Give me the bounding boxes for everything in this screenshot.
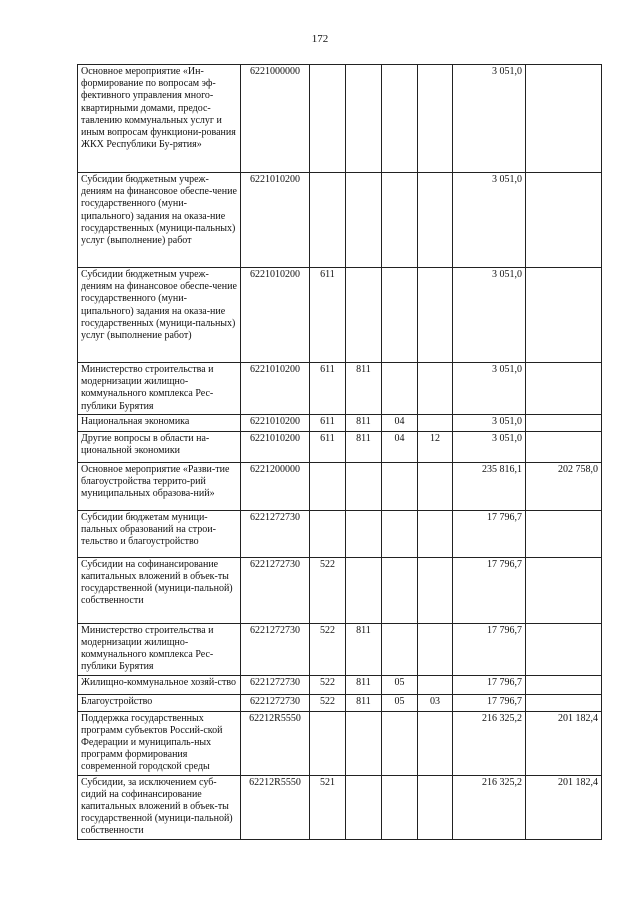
cell-pr: [418, 510, 453, 557]
cell-grbs: [346, 462, 382, 510]
table-row: [78, 431, 602, 462]
cell-name: Жилищно-коммунальное хозяй-ство: [78, 675, 241, 694]
cell-vr: 611: [310, 431, 346, 462]
cell-sum-1: 3 051,0: [453, 173, 526, 268]
cell-vr: [310, 173, 346, 268]
table-row: [78, 675, 602, 694]
cell-sum-2: [526, 675, 602, 694]
cell-grbs: 811: [346, 431, 382, 462]
cell-rz: [382, 65, 418, 173]
table-row: [78, 462, 602, 510]
page-number: 172: [311, 33, 329, 45]
cell-name: Другие вопросы в области на-циональной экономики: [78, 431, 241, 462]
cell-code: 6221010200: [241, 414, 310, 431]
cell-name: Поддержка государственных программ субъектов Россий-ской Федерации и муниципаль-ных программ формирования современной городской среды: [78, 711, 241, 775]
cell-name: Основное мероприятие «Ин-формирование по вопросам эф-фективного управления много-квартирными домами, предос-тавлению коммунальных услуг и иным вопросам функциони-рования ЖКХ Республики Бу-рятия»: [78, 65, 241, 173]
cell-rz: [382, 510, 418, 557]
cell-grbs: [346, 557, 382, 623]
cell-code: 6221272730: [241, 510, 310, 557]
cell-sum-2: [526, 363, 602, 415]
cell-rz: [382, 711, 418, 775]
cell-vr: 522: [310, 694, 346, 711]
cell-grbs: [346, 510, 382, 557]
cell-grbs: 811: [346, 623, 382, 675]
cell-sum-2: [526, 510, 602, 557]
cell-rz: [382, 775, 418, 839]
cell-vr: 522: [310, 623, 346, 675]
cell-name: Национальная экономика: [78, 414, 241, 431]
cell-code: 6221272730: [241, 557, 310, 623]
cell-sum-2: 201 182,4: [526, 775, 602, 839]
budget-table: [77, 64, 602, 840]
cell-name: Благоустройство: [78, 694, 241, 711]
cell-name: Субсидии на софинансирование капитальных вложений в объек-ты государственной (муници-пальной) собственности: [78, 557, 241, 623]
cell-name: Субсидии бюджетным учреж-дениям на финансовое обеспе-чение государственного (муни-ципального) задания на оказа-ние государственных (муници-пальных) услуг (выполнение) работ: [78, 173, 241, 268]
cell-grbs: [346, 173, 382, 268]
cell-grbs: [346, 711, 382, 775]
cell-name: Субсидии бюджетным учреж-дениям на финансовое обеспе-чение государственного (муни-ципального) задания на оказа-ние государственных (муници-пальных) услуг (выполнение работ): [78, 268, 241, 363]
cell-sum-2: [526, 623, 602, 675]
table-row: [78, 65, 602, 173]
cell-sum-1: 235 816,1: [453, 462, 526, 510]
cell-vr: [310, 510, 346, 557]
table-row: [78, 510, 602, 557]
cell-sum-2: [526, 268, 602, 363]
cell-vr: [310, 65, 346, 173]
cell-grbs: 811: [346, 694, 382, 711]
cell-sum-1: 3 051,0: [453, 431, 526, 462]
cell-vr: 522: [310, 675, 346, 694]
cell-sum-1: 3 051,0: [453, 268, 526, 363]
cell-sum-2: 201 182,4: [526, 711, 602, 775]
cell-pr: [418, 268, 453, 363]
cell-pr: [418, 363, 453, 415]
cell-rz: 05: [382, 675, 418, 694]
cell-grbs: [346, 775, 382, 839]
table-row: [78, 694, 602, 711]
cell-sum-1: 3 051,0: [453, 363, 526, 415]
cell-pr: [418, 775, 453, 839]
table-row: [78, 775, 602, 839]
cell-pr: [418, 675, 453, 694]
cell-rz: [382, 557, 418, 623]
cell-pr: [418, 65, 453, 173]
cell-code: 6221200000: [241, 462, 310, 510]
cell-sum-2: [526, 557, 602, 623]
cell-sum-2: [526, 65, 602, 173]
cell-rz: [382, 462, 418, 510]
cell-vr: 611: [310, 268, 346, 363]
table-row: [78, 363, 602, 415]
cell-vr: 521: [310, 775, 346, 839]
cell-code: 6221010200: [241, 363, 310, 415]
cell-sum-1: 3 051,0: [453, 65, 526, 173]
cell-code: 6221272730: [241, 623, 310, 675]
cell-sum-1: 216 325,2: [453, 711, 526, 775]
cell-grbs: [346, 65, 382, 173]
table-row: [78, 557, 602, 623]
cell-vr: [310, 462, 346, 510]
cell-sum-2: [526, 173, 602, 268]
table-row: [78, 414, 602, 431]
cell-sum-2: [526, 414, 602, 431]
cell-sum-2: [526, 431, 602, 462]
cell-sum-1: 17 796,7: [453, 694, 526, 711]
cell-sum-1: 17 796,7: [453, 510, 526, 557]
cell-code: 6221010200: [241, 431, 310, 462]
cell-pr: [418, 623, 453, 675]
cell-rz: 04: [382, 431, 418, 462]
cell-code: 6221010200: [241, 268, 310, 363]
cell-name: Основное мероприятие «Разви-тие благоустройства террито-рий муниципальных образова-ний»: [78, 462, 241, 510]
cell-name: Министерство строительства и модернизации жилищно-коммунального комплекса Рес-публики Бурятия: [78, 363, 241, 415]
cell-code: 6221010200: [241, 173, 310, 268]
cell-vr: 611: [310, 414, 346, 431]
cell-pr: [418, 414, 453, 431]
cell-vr: [310, 711, 346, 775]
cell-grbs: [346, 268, 382, 363]
cell-sum-1: 17 796,7: [453, 675, 526, 694]
table-row: [78, 623, 602, 675]
cell-grbs: 811: [346, 675, 382, 694]
cell-pr: [418, 557, 453, 623]
cell-sum-1: 3 051,0: [453, 414, 526, 431]
cell-code: 62212R5550: [241, 775, 310, 839]
cell-code: 6221272730: [241, 694, 310, 711]
cell-grbs: 811: [346, 414, 382, 431]
cell-pr: [418, 462, 453, 510]
cell-vr: 522: [310, 557, 346, 623]
cell-pr: 03: [418, 694, 453, 711]
cell-sum-2: [526, 694, 602, 711]
cell-sum-1: 17 796,7: [453, 557, 526, 623]
cell-rz: 04: [382, 414, 418, 431]
cell-sum-1: 216 325,2: [453, 775, 526, 839]
cell-pr: [418, 173, 453, 268]
cell-pr: 12: [418, 431, 453, 462]
cell-grbs: 811: [346, 363, 382, 415]
table-row: [78, 711, 602, 775]
cell-vr: 611: [310, 363, 346, 415]
cell-sum-2: 202 758,0: [526, 462, 602, 510]
table-row: [78, 173, 602, 268]
cell-rz: [382, 268, 418, 363]
cell-pr: [418, 711, 453, 775]
cell-rz: [382, 623, 418, 675]
cell-code: 6221000000: [241, 65, 310, 173]
cell-name: Субсидии, за исключением суб-сидий на софинансирование капитальных вложений в объек-ты государственной (муници-пальной) собственности: [78, 775, 241, 839]
cell-name: Субсидии бюджетам муници-пальных образований на строи-тельство и благоустройство: [78, 510, 241, 557]
table-row: [78, 268, 602, 363]
cell-sum-1: 17 796,7: [453, 623, 526, 675]
cell-name: Министерство строительства и модернизации жилищно-коммунального комплекса Рес-публики Бурятия: [78, 623, 241, 675]
cell-rz: [382, 363, 418, 415]
cell-rz: [382, 173, 418, 268]
cell-code: 6221272730: [241, 675, 310, 694]
cell-code: 62212R5550: [241, 711, 310, 775]
cell-rz: 05: [382, 694, 418, 711]
